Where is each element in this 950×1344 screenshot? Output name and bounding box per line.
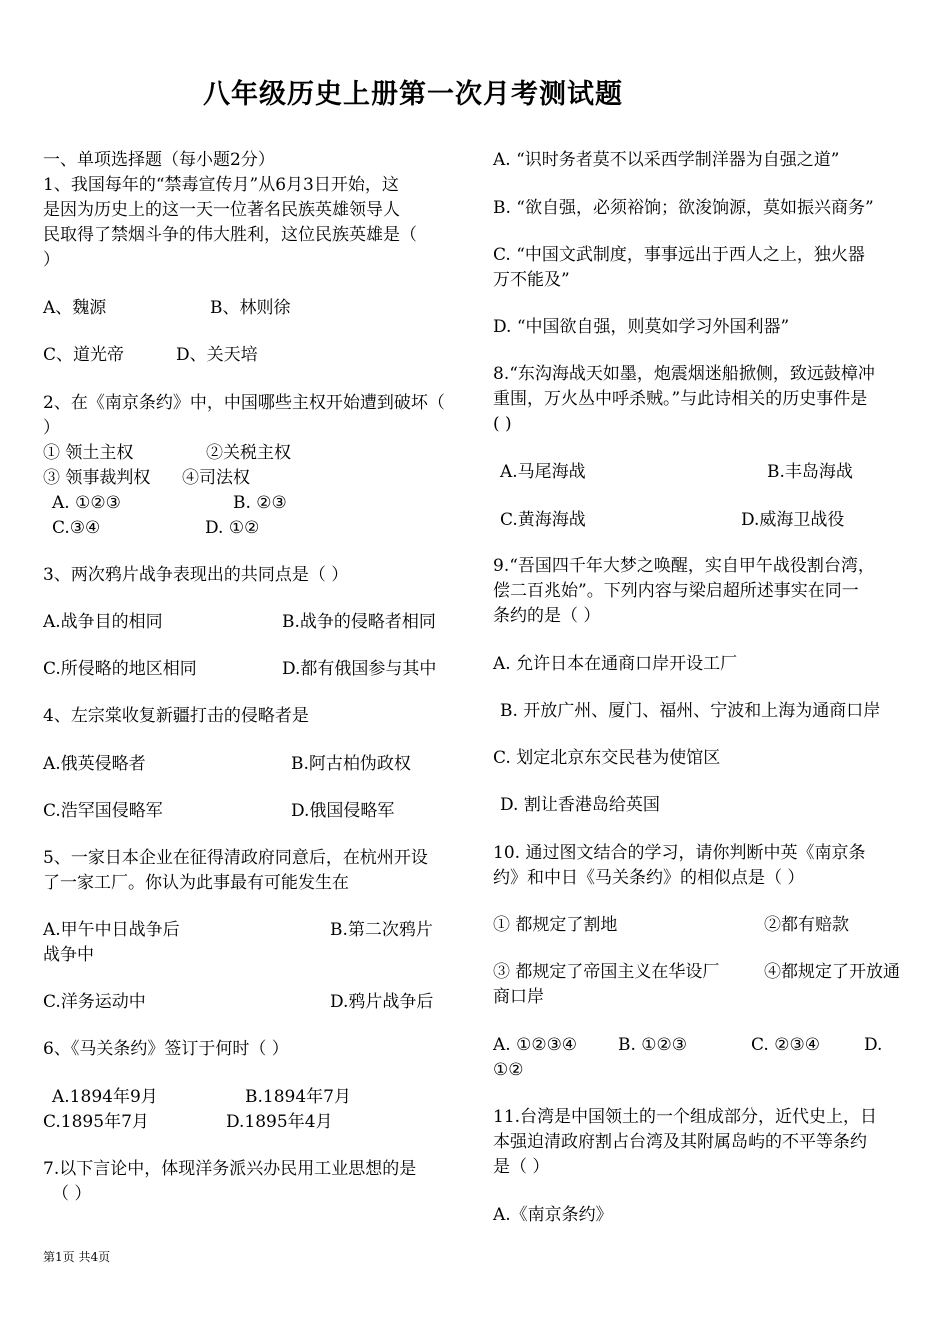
right-text-line: D. 割让香港岛给英国 [500, 795, 660, 815]
right-text-line: ③ 都规定了帝国主义在华设厂 [493, 962, 720, 982]
left-text-line: 了一家工厂。你认为此事最有可能发生在 [43, 873, 349, 893]
right-text-line: B. “欲自强，必须裕饷；欲浚饷源，莫如振兴商务” [493, 198, 874, 218]
right-text-line: B.丰岛海战 [767, 462, 853, 482]
left-text-line: B.战争的侵略者相同 [282, 612, 436, 632]
left-text-line: ③ 领事裁判权 [43, 468, 151, 488]
right-text-line: ①② [493, 1060, 524, 1080]
right-text-line: 是（ ） [493, 1157, 550, 1177]
left-text-line: 战争中 [43, 945, 94, 965]
left-text-line: ） [43, 250, 60, 270]
left-text-line: A.1894年9月 [52, 1087, 158, 1107]
left-text-line: D. ①② [205, 518, 260, 538]
left-text-line: 2、在《南京条约》中，中国哪些主权开始遭到破坏（ [43, 393, 445, 413]
left-text-line: A.甲午中日战争后 [43, 920, 180, 940]
left-text-line: C.1895年7月 [43, 1112, 149, 1132]
left-text-line: D.1895年4月 [226, 1112, 333, 1132]
left-text-line: ① 领土主权 [43, 443, 134, 463]
left-text-line: C.洋务运动中 [43, 992, 146, 1012]
right-text-line: ( ) [493, 414, 512, 434]
right-text-line: D. [864, 1035, 883, 1055]
left-text-line: 7.以下言论中，体现洋务派兴办民用工业思想的是 [43, 1159, 417, 1179]
right-text-line: C. ②③④ [751, 1035, 820, 1055]
right-text-line: 约》和中日《马关条约》的相似点是（ ） [493, 868, 805, 888]
right-text-line: 10. 通过图文结合的学习，请你判断中英《南京条 [493, 843, 866, 863]
page-footer: 第1页 共4页 [43, 1250, 111, 1264]
right-text-line: C. 划定北京东交民巷为使馆区 [493, 748, 721, 768]
left-text-line: 4、左宗棠收复新疆打击的侵略者是 [43, 706, 309, 726]
right-text-line: A. ①②③④ [493, 1035, 578, 1055]
left-text-line: B.阿古柏伪政权 [291, 754, 411, 774]
left-text-line: 1、我国每年的“禁毒宣传月”从6月3日开始，这 [43, 175, 399, 195]
left-text-line: C、道光帝 [43, 345, 125, 365]
right-text-line: D.威海卫战役 [741, 510, 845, 530]
left-text-line: A、魏源 [43, 298, 107, 318]
left-text-line: C.浩罕国侵略军 [43, 801, 163, 821]
right-text-line: 重围，万火丛中呼杀贼。”与此诗相关的历史事件是 [493, 389, 868, 409]
left-text-line: A. ①②③ [52, 493, 121, 513]
left-text-line: ） [43, 418, 60, 438]
right-text-line: 商口岸 [493, 987, 544, 1007]
left-text-line: D.俄国侵略军 [291, 801, 395, 821]
left-text-line: ④司法权 [182, 468, 250, 488]
left-text-line: 3、两次鸦片战争表现出的共同点是（ ） [43, 565, 349, 585]
right-text-line: 本强迫清政府割占台湾及其附属岛屿的不平等条约 [493, 1132, 867, 1152]
right-text-line: 9.“吾国四千年大梦之唤醒，实自甲午战役割台湾， [493, 556, 875, 576]
right-text-line: B. ①②③ [618, 1035, 688, 1055]
left-text-line: D、关天培 [176, 345, 258, 365]
right-text-line: A.马尾海战 [500, 462, 586, 482]
right-text-line: A.《南京条约》 [493, 1205, 613, 1225]
left-text-line: B. ②③ [233, 493, 287, 513]
left-text-line: B.第二次鸦片 [330, 920, 433, 940]
page-title: 八年级历史上册第一次月考测试题 [203, 79, 623, 110]
right-text-line: A. “识时务者莫不以采西学制洋器为自强之道” [493, 150, 840, 170]
left-text-line: D.鸦片战争后 [330, 992, 434, 1012]
right-text-line: B. 开放广州、厦门、福州、宁波和上海为通商口岸 [500, 701, 881, 721]
right-text-line: C. “中国文武制度，事事远出于西人之上，独火器 [493, 245, 865, 265]
left-text-line: 是因为历史上的这一天一位著名民族英雄领导人 [43, 200, 400, 220]
left-text-line: B、林则徐 [210, 298, 291, 318]
left-text-line: C.③④ [52, 518, 101, 538]
left-text-line: 民取得了禁烟斗争的伟大胜利，这位民族英雄是（ [43, 225, 417, 245]
right-text-line: ① 都规定了割地 [493, 915, 618, 935]
right-text-line: 11.台湾是中国领土的一个组成部分，近代史上，日 [493, 1107, 878, 1127]
right-text-line: A. 允许日本在通商口岸开设工厂 [493, 654, 738, 674]
right-text-line: 偿二百兆始”。下列内容与梁启超所述事实在同一 [493, 581, 859, 601]
right-text-line: ④都规定了开放通 [764, 962, 900, 982]
left-text-line: ②关税主权 [206, 443, 291, 463]
left-text-line: A.战争目的相同 [43, 612, 163, 632]
right-text-line: 8.“东沟海战天如墨，炮震烟迷船掀侧，致远鼓樟冲 [493, 364, 875, 384]
left-text-line: 一、单项选择题（每小题2分） [43, 150, 275, 170]
left-text-line: （ ） [52, 1184, 92, 1204]
right-text-line: C.黄海海战 [500, 510, 586, 530]
right-text-line: D. “中国欲自强，则莫如学习外国利器” [493, 317, 790, 337]
left-text-line: C.所侵略的地区相同 [43, 659, 197, 679]
right-text-line: 万不能及” [493, 270, 570, 290]
left-text-line: 6、《马关条约》签订于何时（ ） [43, 1039, 289, 1059]
left-text-line: D.都有俄国参与其中 [282, 659, 437, 679]
left-text-line: A.俄英侵略者 [43, 754, 146, 774]
right-text-line: ②都有赔款 [764, 915, 849, 935]
left-text-line: B.1894年7月 [245, 1087, 351, 1107]
right-text-line: 条约的是（ ） [493, 606, 601, 626]
left-text-line: 5、一家日本企业在征得清政府同意后，在杭州开设 [43, 848, 428, 868]
